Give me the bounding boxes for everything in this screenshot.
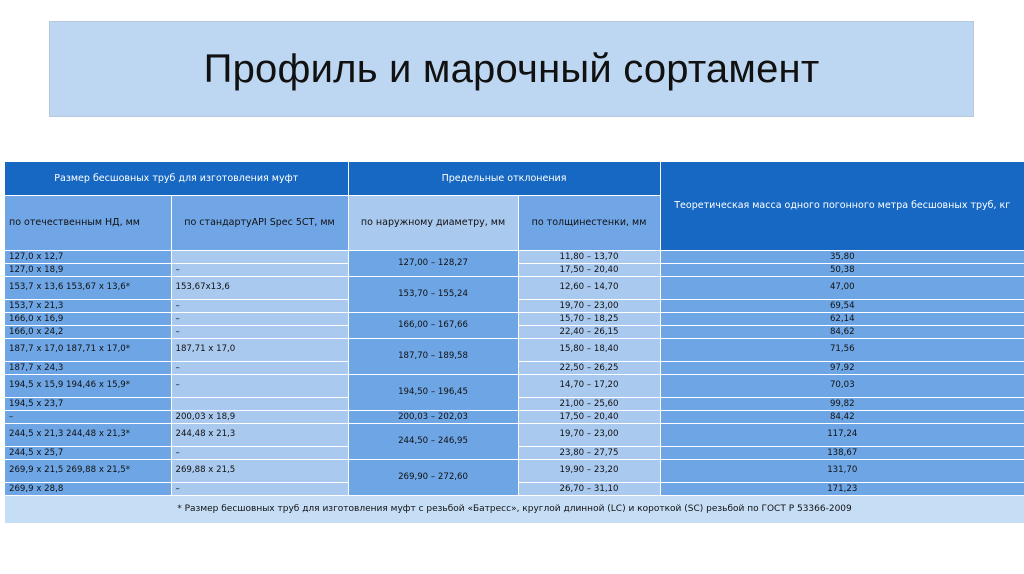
footnote: * Размер бесшовных труб для изготовления муфт с резьбой «Батресс», круглой длинной (LC) и короткой (SC) резьбой по ГОСТ Р 53366-2009	[5, 495, 1024, 523]
cell-wall: 12,60 – 14,70	[518, 276, 660, 299]
cell-mass: 50,38	[660, 263, 1024, 276]
cell-wall: 23,80 – 27,75	[518, 446, 660, 459]
cell-wall: 22,50 – 26,25	[518, 361, 660, 374]
cell-mass: 62,14	[660, 312, 1024, 325]
cell-mass: 70,03	[660, 374, 1024, 397]
cell-api: 153,67x13,6	[171, 276, 348, 299]
cell-wall: 22,40 – 26,15	[518, 325, 660, 338]
header-col-wall: по толщинестенки, мм	[518, 195, 660, 250]
cell-nd: 244,5 x 25,7	[5, 446, 171, 459]
cell-wall: 17,50 – 20,40	[518, 410, 660, 423]
cell-mass: 99,82	[660, 397, 1024, 410]
header-col-outer: по наружному диаметру, мм	[348, 195, 518, 250]
cell-api	[171, 397, 348, 410]
cell-nd: 269,9 x 21,5 269,88 x 21,5*	[5, 459, 171, 482]
cell-nd: 153,7 x 21,3	[5, 299, 171, 312]
cell-api: –	[171, 374, 348, 397]
cell-wall: 11,80 – 13,70	[518, 250, 660, 263]
cell-api: –	[171, 263, 348, 276]
cell-nd: 153,7 x 13,6 153,67 x 13,6*	[5, 276, 171, 299]
cell-mass: 35,80	[660, 250, 1024, 263]
pipe-spec-table	[5, 162, 1024, 523]
cell-wall: 19,70 – 23,00	[518, 423, 660, 446]
cell-api	[171, 250, 348, 263]
cell-outer: 127,00 – 128,27	[348, 250, 518, 276]
cell-wall: 14,70 – 17,20	[518, 374, 660, 397]
cell-nd: 127,0 x 12,7	[5, 250, 171, 263]
cell-api: 244,48 x 21,3	[171, 423, 348, 446]
header-col-api: по стандартуAPI Spec 5CT, мм	[171, 195, 348, 250]
cell-nd: 187,7 x 24,3	[5, 361, 171, 374]
cell-outer: 269,90 – 272,60	[348, 459, 518, 495]
header-size-group: Размер бесшовных труб для изготовления муфт	[5, 162, 348, 195]
cell-api: –	[171, 361, 348, 374]
cell-wall: 15,80 – 18,40	[518, 338, 660, 361]
cell-outer: 200,03 – 202,03	[348, 410, 518, 423]
title-banner	[49, 21, 974, 117]
cell-wall: 21,00 – 25,60	[518, 397, 660, 410]
cell-nd: 127,0 x 18,9	[5, 263, 171, 276]
cell-mass: 131,70	[660, 459, 1024, 482]
cell-mass: 117,24	[660, 423, 1024, 446]
cell-outer: 194,50 – 196,45	[348, 374, 518, 410]
cell-mass: 171,23	[660, 482, 1024, 495]
cell-mass: 69,54	[660, 299, 1024, 312]
cell-outer: 187,70 – 189,58	[348, 338, 518, 374]
cell-wall: 17,50 – 20,40	[518, 263, 660, 276]
cell-mass: 84,42	[660, 410, 1024, 423]
cell-wall: 19,70 – 23,00	[518, 299, 660, 312]
cell-mass: 138,67	[660, 446, 1024, 459]
cell-api: –	[171, 446, 348, 459]
cell-nd: –	[5, 410, 171, 423]
cell-wall: 26,70 – 31,10	[518, 482, 660, 495]
cell-outer: 166,00 – 167,66	[348, 312, 518, 338]
cell-mass: 84,62	[660, 325, 1024, 338]
cell-wall: 19,90 – 23,20	[518, 459, 660, 482]
cell-nd: 194,5 x 15,9 194,46 x 15,9*	[5, 374, 171, 397]
cell-mass: 97,92	[660, 361, 1024, 374]
cell-api: 187,71 x 17,0	[171, 338, 348, 361]
header-mass: Теоретическая масса одного погонного метра бесшовных труб, кг	[660, 162, 1024, 250]
cell-nd: 166,0 x 24,2	[5, 325, 171, 338]
cell-api: –	[171, 482, 348, 495]
cell-api: 269,88 x 21,5	[171, 459, 348, 482]
page-title: Профиль и марочный сортамент	[203, 46, 820, 91]
cell-mass: 47,00	[660, 276, 1024, 299]
cell-outer: 153,70 – 155,24	[348, 276, 518, 312]
cell-nd: 194,5 x 23,7	[5, 397, 171, 410]
cell-outer: 244,50 – 246,95	[348, 423, 518, 459]
cell-nd: 269,9 x 28,8	[5, 482, 171, 495]
cell-api: –	[171, 299, 348, 312]
header-col-nd: по отечественным НД, мм	[5, 195, 171, 250]
cell-nd: 166,0 x 16,9	[5, 312, 171, 325]
cell-api: 200,03 x 18,9	[171, 410, 348, 423]
cell-api: –	[171, 312, 348, 325]
cell-mass: 71,56	[660, 338, 1024, 361]
cell-nd: 187,7 x 17,0 187,71 x 17,0*	[5, 338, 171, 361]
cell-nd: 244,5 x 21,3 244,48 x 21,3*	[5, 423, 171, 446]
cell-wall: 15,70 – 18,25	[518, 312, 660, 325]
header-deviation-group: Предельные отклонения	[348, 162, 660, 195]
cell-api: –	[171, 325, 348, 338]
